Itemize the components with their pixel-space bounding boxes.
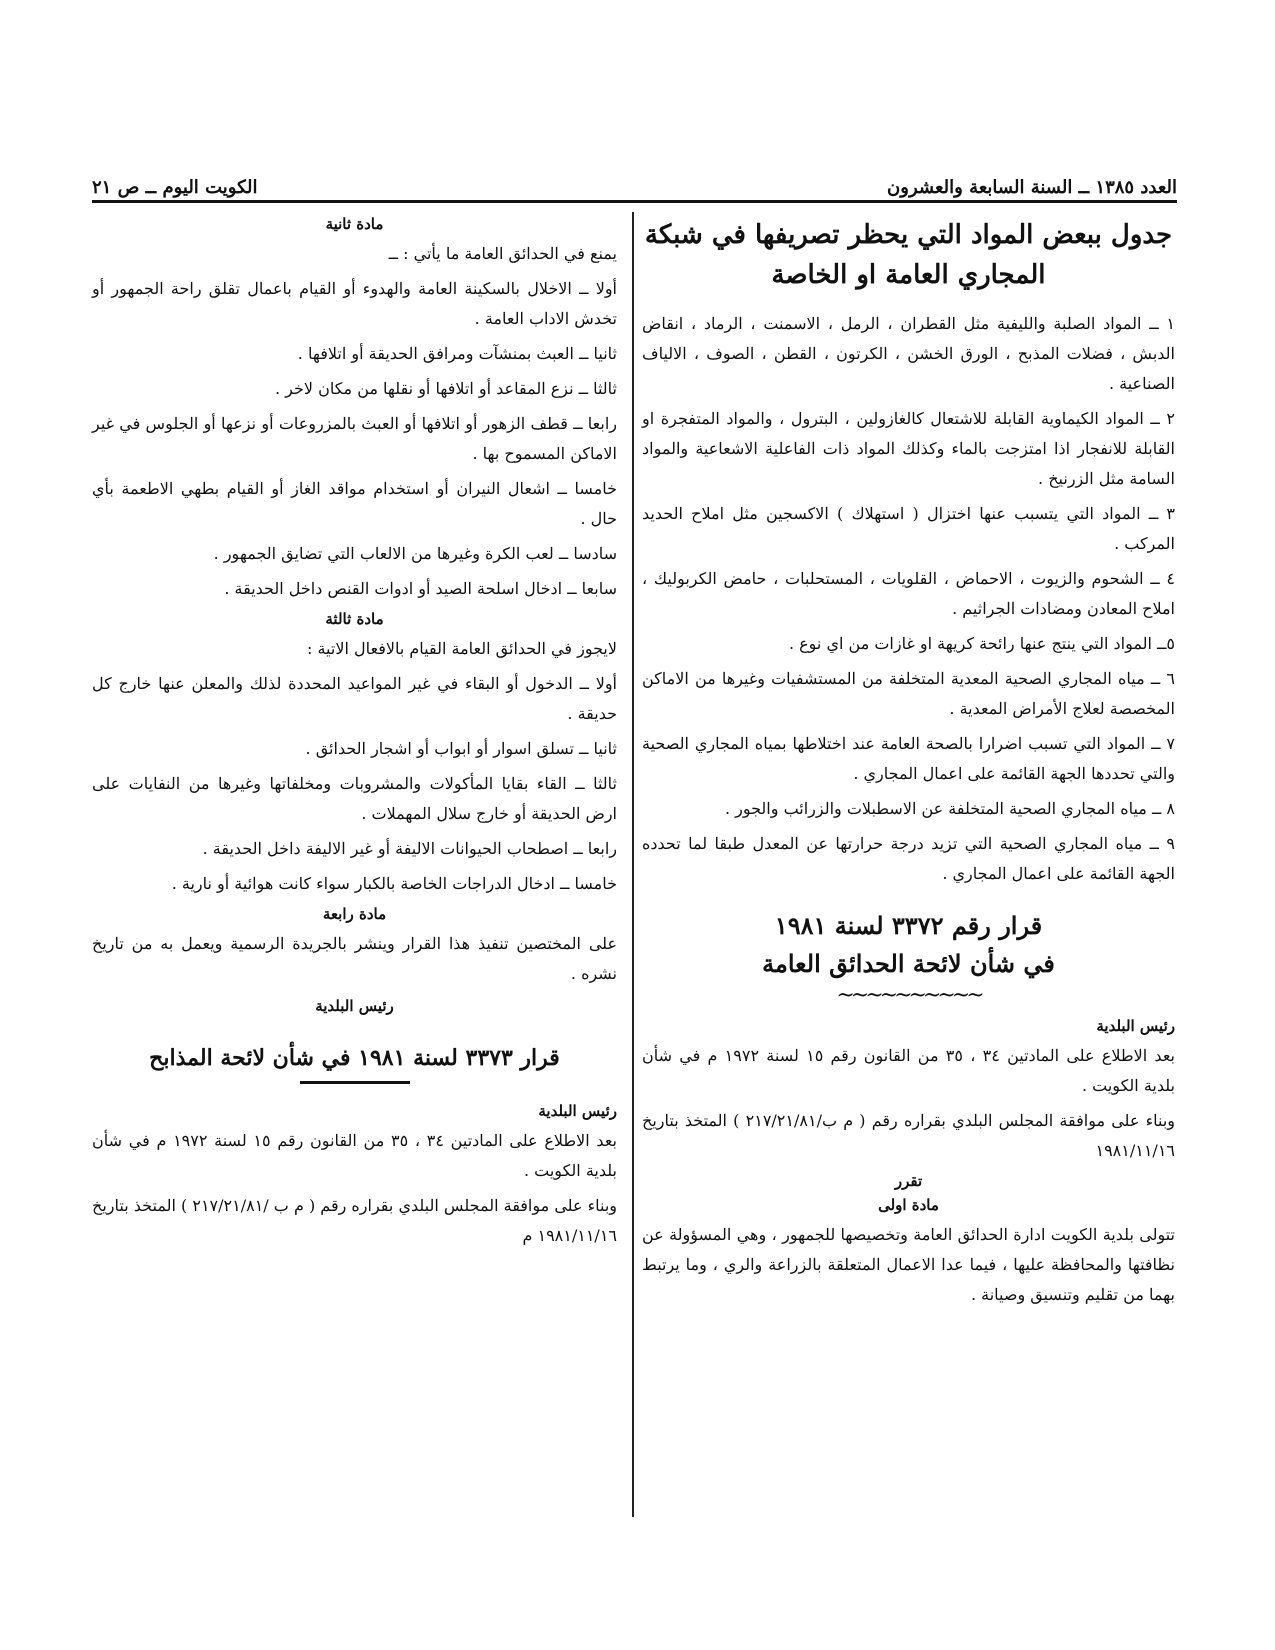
table-title: جدول ببعض المواد التي يحظر تصريفها في شبكة المجاري العامة او الخاصة	[644, 220, 1173, 290]
list-item: ٥ــ المواد التي ينتج عنها رائحة كريهة او غازات من اي نوع .	[788, 634, 1175, 653]
wavy-divider: ~~~~~~~~~~	[836, 983, 981, 1008]
article-heading: مادة ثالثة	[325, 610, 384, 628]
list-item: ثالثا ــ القاء بقايا المأكولات والمشروبات ومخلفاتها وغيرها من النفايات على ارض الحديقة أو خارج سلال المهملات .	[92, 774, 617, 823]
issuer-label: رئيس البلدية	[1096, 1017, 1175, 1035]
preamble-text: وبناء على موافقة المجلس البلدي بقراره رقم ( م ب/٢١٧/٢١/٨١ ) المتخذ بتاريخ ١٩٨١/١١/١٦	[642, 1111, 1175, 1160]
list-item: ٣ ــ المواد التي يتسبب عنها اختزال ( استهلاك ) الاكسجين مثل املاح الحديد المركب .	[642, 504, 1175, 553]
list-item: رابعا ــ قطف الزهور أو اتلافها أو العبث بالمزروعات أو نزعها أو الجلوس في غير الاماكن المسموح بها .	[92, 414, 617, 463]
list-item: خامسا ــ اشعال النيران أو استخدام مواقد الغاز أو القيام بطهي الاطعمة بأي حال .	[92, 479, 617, 528]
decree-subtitle: في شأن لائحة الحدائق العامة	[762, 949, 1055, 978]
list-item: ٩ ــ مياه المجاري الصحية التي تزيد درجة حرارتها عن المعدل طبقا لما تحدده الجهة القائمة على اعمال المجاري .	[642, 834, 1175, 883]
article-heading: مادة اولى	[878, 1196, 939, 1214]
left-column	[92, 215, 617, 1256]
list-item: ٢ ــ المواد الكيماوية القابلة للاشتعال كالغازولين ، البترول ، والمواد المتفجرة او القابلة للانفجار اذا امتزجت بالماء وكذلك المواد ذات الفاعلية الاشعاعية والمواد السامة مثل الزرنيخ .	[642, 409, 1175, 488]
page-header	[92, 168, 1177, 198]
list-item: أولا ــ الاخلال بالسكينة العامة والهدوء أو القيام باعمال تقلق راحة الجمهور أو تخدش الاداب العامة .	[92, 279, 617, 328]
list-item: سادسا ــ لعب الكرة وغيرها من الالعاب التي تضايق الجمهور .	[213, 544, 617, 563]
decree-title: قرار ٣٣٧٣ لسنة ١٩٨١ في شأن لائحة المذابح	[149, 1045, 560, 1071]
list-item: ١ ــ المواد الصلبة والليفية مثل القطران ، الرمل ، الاسمنت ، الرماد ، انقاض الدبش ، فضلات المذبح ، الورق الخشن ، الكرتون ، القطن ، الصوف ، الالياف الصناعية .	[642, 314, 1176, 393]
decides-label: تقرر	[894, 1172, 923, 1190]
page-reference: الكويت اليوم ــ ص ٢١	[92, 177, 258, 198]
article-text: تتولى بلدية الكويت ادارة الحدائق العامة وتخصيصها للجمهور ، وهي المسؤولة عن نظافتها والمحافظة عليها ، فيما عدا الاعمال المتعلقة بالزراعة والري ، وما يرتبط بهما من تقليم وتنسيق وصيانة .	[642, 1225, 1175, 1304]
issue-info: العدد ١٣٨٥ ــ السنة السابعة والعشرون	[887, 177, 1177, 198]
article-heading: مادة رابعة	[322, 905, 387, 923]
list-item: ثانيا ــ العبث بمنشآت ومرافق الحديقة أو اتلافها .	[297, 344, 617, 363]
article-heading: مادة ثانية	[325, 215, 384, 233]
article-intro: يمنع في الحدائق العامة ما يأتي : ــ	[388, 244, 617, 263]
preamble-text: بعد الاطلاع على المادتين ٣٤ ، ٣٥ من القانون رقم ١٥ لسنة ١٩٧٢ م في شأن بلدية الكويت .	[92, 1131, 617, 1180]
issuer-label: رئيس البلدية	[538, 1102, 617, 1120]
decree-rule	[300, 1081, 410, 1084]
header-rule	[92, 200, 1177, 203]
list-item: ثانيا ــ تسلق اسوار أو ابواب أو اشجار الحدائق .	[305, 739, 617, 758]
list-item: سابعا ــ ادخال اسلحة الصيد أو ادوات القنص داخل الحديقة .	[224, 579, 617, 598]
article-text: على المختصين تنفيذ هذا القرار وينشر بالجريدة الرسمية ويعمل به من تاريخ نشره .	[92, 934, 617, 983]
decree-title: قرار رقم ٣٣٧٢ لسنة ١٩٨١	[774, 911, 1043, 940]
list-item: ٨ ــ مياه المجاري الصحية المتخلفة عن الاسطبلات والزرائب والجور .	[724, 799, 1175, 818]
list-item: ثالثا ــ نزع المقاعد أو اتلافها أو نقلها من مكان لاخر .	[274, 379, 617, 398]
column-divider	[632, 212, 634, 1517]
list-item: خامسا ــ ادخال الدراجات الخاصة بالكبار سواء كانت هوائية أو نارية .	[171, 874, 617, 893]
article-intro: لايجوز في الحدائق العامة القيام بالافعال الاتية :	[307, 639, 617, 658]
preamble-text: بعد الاطلاع على المادتين ٣٤ ، ٣٥ من القانون رقم ١٥ لسنة ١٩٧٢ م في شأن بلدية الكويت .	[642, 1046, 1175, 1095]
list-item: أولا ــ الدخول أو البقاء في غير المواعيد المحددة لذلك والمعلن عنها خارج كل حديقة .	[92, 674, 617, 723]
preamble-text: وبناء على موافقة المجلس البلدي بقراره رقم ( م ب /٢١٧/٢١/٨١ ) المتخذ بتاريخ ١٩٨١/١١/١٦ م	[92, 1196, 617, 1245]
right-column	[642, 215, 1175, 1315]
list-item: رابعا ــ اصطحاب الحيوانات الاليفة أو غير الاليفة داخل الحديقة .	[202, 839, 617, 858]
signature: رئيس البلدية	[315, 997, 394, 1015]
list-item: ٤ ــ الشحوم والزيوت ، الاحماض ، القلويات ، المستحلبات ، حامض الكربوليك ، املاح المعادن ومضادات الجراثيم .	[642, 569, 1175, 618]
list-item: ٧ ــ المواد التي تسبب اضرارا بالصحة العامة عند اختلاطها بمياه المجاري الصحية والتي تحددها الجهة القائمة على اعمال المجاري .	[642, 734, 1175, 783]
list-item: ٦ ــ مياه المجاري الصحية المعدية المتخلفة من المستشفيات وغيرها من الاماكن المخصصة لعلاج الأمراض المعدية .	[642, 669, 1175, 718]
